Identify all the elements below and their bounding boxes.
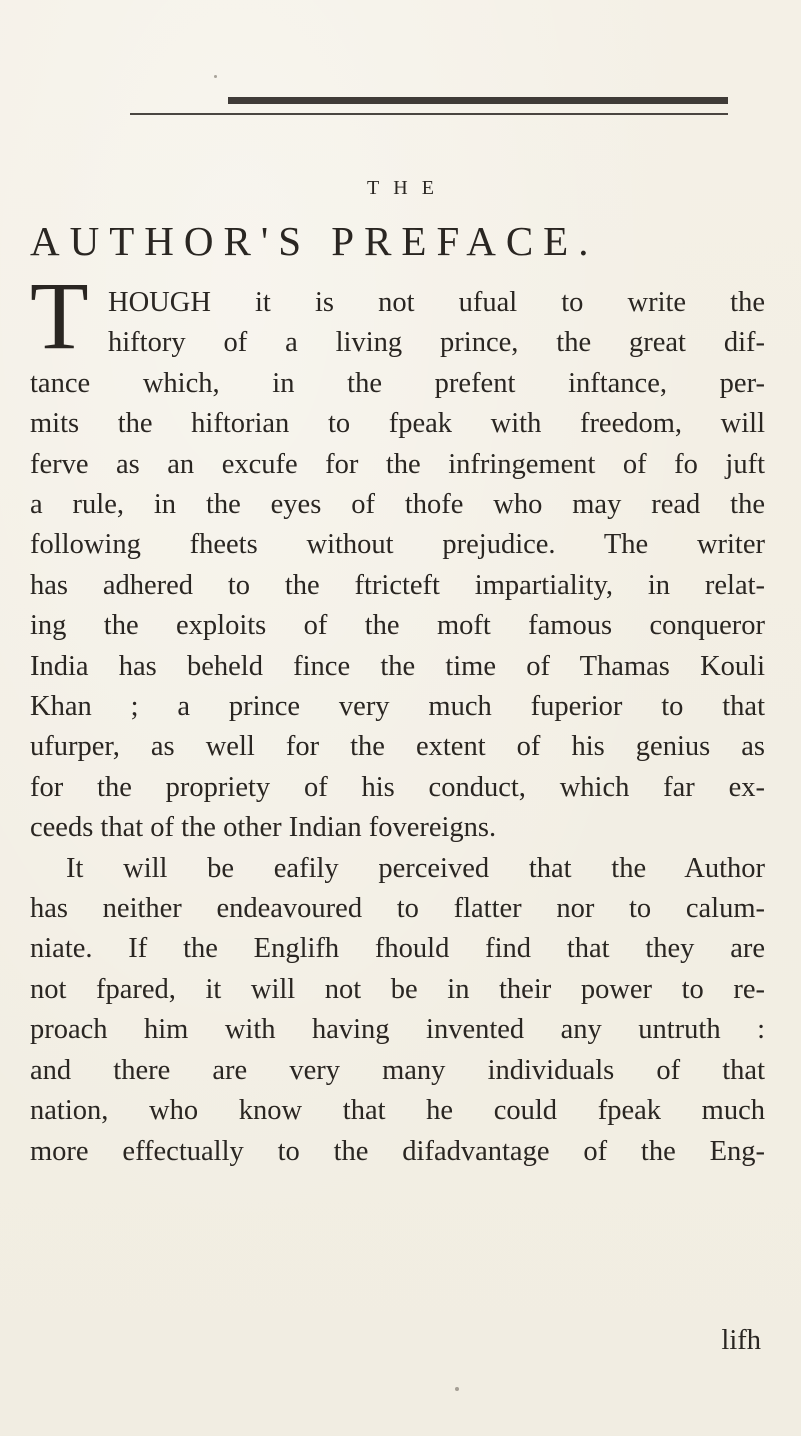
text-line: ing the exploits of the moft famous conqueror [30, 610, 765, 642]
text-line: not fpared, it will not be in their power to re- [30, 973, 765, 1005]
text-line: Khan ; a prince very much fuperior to that [30, 691, 765, 723]
text-line: for the propriety of his conduct, which far ex- [30, 771, 765, 803]
text-line: HOUGH it is not ufual to write the [108, 287, 765, 318]
text-line: niate. If the Englifh fhould find that they are [30, 933, 765, 965]
dropcap-lines [108, 283, 765, 364]
text-line: It will be eafily perceived that the Author [66, 852, 765, 884]
text-line: has adhered to the ftricteft impartiality, in relat- [30, 569, 765, 601]
text-line: ceeds that of the other Indian fovereigns. [30, 812, 497, 844]
text-line: ferve as an excufe for the infringement of fo juft [30, 448, 765, 480]
top-rule-thick [228, 97, 728, 104]
text-line: mits the hiftorian to fpeak with freedom, will [30, 408, 765, 440]
text-line: India has beheld fince the time of Thamas Kouli [30, 650, 765, 682]
text-line: tance which, in the prefent inftance, per- [30, 367, 765, 399]
text-line: nation, who know that he could fpeak much [30, 1095, 765, 1127]
page-title: AUTHOR'S PREFACE. [30, 218, 599, 264]
catchword: lifh [721, 1325, 761, 1356]
text-line: ufurper, as well for the extent of his genius as [30, 731, 765, 763]
drop-cap: T [30, 262, 89, 369]
text-line: proach him with having invented any untruth : [30, 1014, 765, 1046]
paper-speck [214, 75, 217, 78]
text-line: following fheets without prejudice. The writer [30, 529, 765, 561]
text-line: more effectually to the difadvantage of the Eng- [30, 1135, 765, 1167]
text-line: has neither endeavoured to flatter nor to calum- [30, 893, 765, 925]
top-rule-thin [130, 113, 728, 115]
text-line: and there are very many individuals of that [30, 1054, 765, 1086]
heading-kicker: THE [367, 177, 448, 199]
body-text [30, 364, 765, 1172]
text-line: hiftory of a living prince, the great dif- [108, 327, 765, 359]
paper-speck [455, 1387, 459, 1391]
text-line: a rule, in the eyes of thofe who may read the [30, 489, 765, 521]
